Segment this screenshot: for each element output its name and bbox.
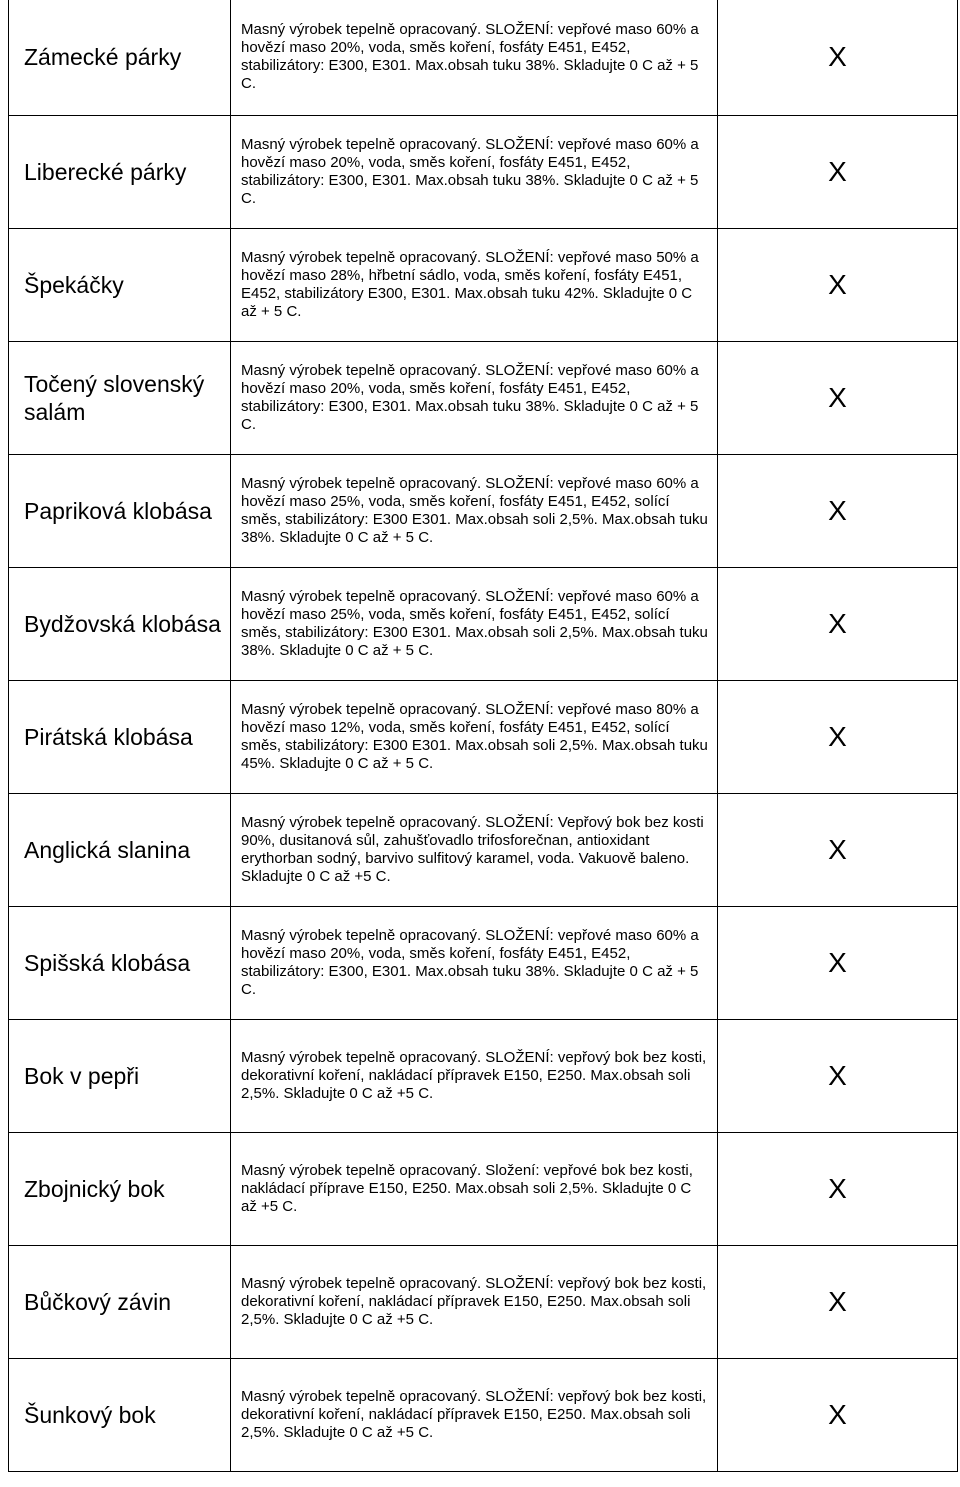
product-mark: X xyxy=(828,720,847,752)
product-description: Masný výrobek tepelně opracovaný. SLOŽENÍ: vepřové maso 60% a hovězí maso 20%, voda, směs koření, fosfáty E451, E452, stabilizátory: E300, E301. Max.obsah tuku 38%. Skladujte 0 C až + 5 C. xyxy=(241,926,699,998)
product-name-cell xyxy=(9,680,231,793)
product-mark: X xyxy=(828,381,847,413)
product-mark-cell xyxy=(718,906,958,1019)
product-mark-cell xyxy=(718,1132,958,1245)
product-mark: X xyxy=(828,1285,847,1317)
product-mark: X xyxy=(828,494,847,526)
table-row xyxy=(9,1019,958,1132)
product-name: Liberecké párky xyxy=(24,158,187,185)
product-mark: X xyxy=(828,833,847,865)
product-name: Točený slovenský salám xyxy=(24,370,205,425)
product-mark: X xyxy=(828,607,847,639)
product-description: Masný výrobek tepelně opracovaný. SLOŽENÍ: vepřový bok bez kosti, dekorativní koření, nakládací přípravek E150, E250. Max.obsah soli 2,5%. Skladujte 0 C až +5 C. xyxy=(241,1387,707,1441)
product-description-cell xyxy=(231,228,718,341)
table-row xyxy=(9,0,958,115)
product-mark-cell xyxy=(718,0,958,115)
product-description: Masný výrobek tepelně opracovaný. SLOŽENÍ: vepřové maso 60% a hovězí maso 25%, voda, směs koření, fosfáty E451, E452, solící směs, stabilizátory: E300 E301. Max.obsah soli 2,5%. Max.obsah tuku 38%. Skladujte 0 C až + 5 C. xyxy=(241,474,708,546)
product-mark-cell xyxy=(718,228,958,341)
product-name: Bydžovská klobása xyxy=(24,610,221,637)
product-description: Masný výrobek tepelně opracovaný. SLOŽENÍ: vepřové maso 60% a hovězí maso 20%, voda, směs koření, fosfáty E451, E452, stabilizátory: E300, E301. Max.obsah tuku 38%. Skladujte 0 C až + 5 C. xyxy=(241,361,699,433)
product-name: Bůčkový závin xyxy=(24,1288,172,1315)
table-row xyxy=(9,1132,958,1245)
product-name-cell xyxy=(9,906,231,1019)
product-description-cell xyxy=(231,1245,718,1358)
product-description: Masný výrobek tepelně opracovaný. SLOŽENÍ: vepřový bok bez kosti, dekorativní koření, nakládací přípravek E150, E250. Max.obsah soli 2,5%. Skladujte 0 C až +5 C. xyxy=(241,1048,707,1102)
product-mark-cell xyxy=(718,454,958,567)
product-name-cell xyxy=(9,1132,231,1245)
product-mark: X xyxy=(828,1059,847,1091)
product-description: Masný výrobek tepelně opracovaný. SLOŽENÍ: vepřové maso 60% a hovězí maso 25%, voda, směs koření, fosfáty E451, E452, solící směs, stabilizátory: E300 E301. Max.obsah soli 2,5%. Max.obsah tuku 38%. Skladujte 0 C až + 5 C. xyxy=(241,587,708,659)
product-mark-cell xyxy=(718,567,958,680)
product-table-body xyxy=(9,0,958,1471)
product-name-cell xyxy=(9,1358,231,1471)
table-row xyxy=(9,454,958,567)
product-mark: X xyxy=(828,946,847,978)
product-name: Zbojnický bok xyxy=(24,1175,165,1202)
product-name-cell xyxy=(9,454,231,567)
product-name: Bok v pepři xyxy=(24,1062,140,1089)
product-description-cell xyxy=(231,1132,718,1245)
product-description: Masný výrobek tepelně opracovaný. SLOŽENÍ: vepřový bok bez kosti, dekorativní koření, nakládací přípravek E150, E250. Max.obsah soli 2,5%. Skladujte 0 C až +5 C. xyxy=(241,1274,707,1328)
product-description-cell xyxy=(231,906,718,1019)
product-description: Masný výrobek tepelně opracovaný. SLOŽENÍ: vepřové maso 80% a hovězí maso 12%, voda, směs koření, fosfáty E451, E452, solící směs, stabilizátory: E300 E301. Max.obsah soli 2,5%. Max.obsah tuku 45%. Skladujte 0 C až + 5 C. xyxy=(241,700,708,772)
product-mark: X xyxy=(828,155,847,187)
product-description: Masný výrobek tepelně opracovaný. SLOŽENÍ: vepřové maso 60% a hovězí maso 20%, voda, směs koření, fosfáty E451, E452, stabilizátory: E300, E301. Max.obsah tuku 38%. Skladujte 0 C až + 5 C. xyxy=(241,21,699,93)
table-row xyxy=(9,1358,958,1471)
product-name-cell xyxy=(9,1019,231,1132)
product-description-cell xyxy=(231,115,718,228)
product-mark-cell xyxy=(718,793,958,906)
product-description: Masný výrobek tepelně opracovaný. SLOŽENÍ: vepřové maso 50% a hovězí maso 28%, hřbetní sádlo, voda, směs koření, fosfáty E451, E452, stabilizátory E300, E301. Max.obsah tuku 42%. Skladujte 0 C až + 5 C. xyxy=(241,248,699,320)
table-row xyxy=(9,567,958,680)
product-name-cell xyxy=(9,115,231,228)
table-row xyxy=(9,228,958,341)
product-name: Anglická slanina xyxy=(24,836,191,863)
product-mark-cell xyxy=(718,115,958,228)
table-row xyxy=(9,680,958,793)
product-name-cell xyxy=(9,228,231,341)
table-row xyxy=(9,793,958,906)
product-name: Pirátská klobása xyxy=(24,723,193,750)
product-mark: X xyxy=(828,1172,847,1204)
product-description-cell xyxy=(231,341,718,454)
product-name: Papriková klobása xyxy=(24,497,212,524)
product-mark: X xyxy=(828,41,847,73)
product-description-cell xyxy=(231,0,718,115)
table-row xyxy=(9,1245,958,1358)
product-description: Masný výrobek tepelně opracovaný. SLOŽENÍ: Vepřový bok bez kosti 90%, dusitanová sůl, zahušťovadlo trifosforečnan, antioxidant erythorban sodný, barvivo sulfitový karamel, voda. Vakuově baleno. Skladujte 0 C až +5 C. xyxy=(241,813,704,885)
product-mark-cell xyxy=(718,1019,958,1132)
product-description: Masný výrobek tepelně opracovaný. Složení: vepřové bok bez kosti, nakládací příprave E150, E250. Max.obsah soli 2,5%. Skladujte 0 C až +5 C. xyxy=(241,1161,693,1215)
product-name-cell xyxy=(9,1245,231,1358)
product-mark: X xyxy=(828,1398,847,1430)
product-name-cell xyxy=(9,567,231,680)
table-row xyxy=(9,906,958,1019)
table-row xyxy=(9,115,958,228)
product-mark-cell xyxy=(718,680,958,793)
product-table xyxy=(8,0,958,1472)
product-name-cell xyxy=(9,0,231,115)
product-description-cell xyxy=(231,680,718,793)
product-name-cell xyxy=(9,793,231,906)
product-name-cell xyxy=(9,341,231,454)
product-name: Spišská klobása xyxy=(24,949,191,976)
product-description: Masný výrobek tepelně opracovaný. SLOŽENÍ: vepřové maso 60% a hovězí maso 20%, voda, směs koření, fosfáty E451, E452, stabilizátory: E300, E301. Max.obsah tuku 38%. Skladujte 0 C až + 5 C. xyxy=(241,135,699,207)
product-mark-cell xyxy=(718,341,958,454)
product-name: Špekáčky xyxy=(24,271,124,298)
product-mark-cell xyxy=(718,1245,958,1358)
product-mark: X xyxy=(828,268,847,300)
product-description-cell xyxy=(231,454,718,567)
product-mark-cell xyxy=(718,1358,958,1471)
table-row xyxy=(9,341,958,454)
product-name: Zámecké párky xyxy=(24,44,182,71)
product-description-cell xyxy=(231,1358,718,1471)
product-description-cell xyxy=(231,793,718,906)
product-name: Šunkový bok xyxy=(24,1401,156,1428)
product-description-cell xyxy=(231,567,718,680)
product-description-cell xyxy=(231,1019,718,1132)
